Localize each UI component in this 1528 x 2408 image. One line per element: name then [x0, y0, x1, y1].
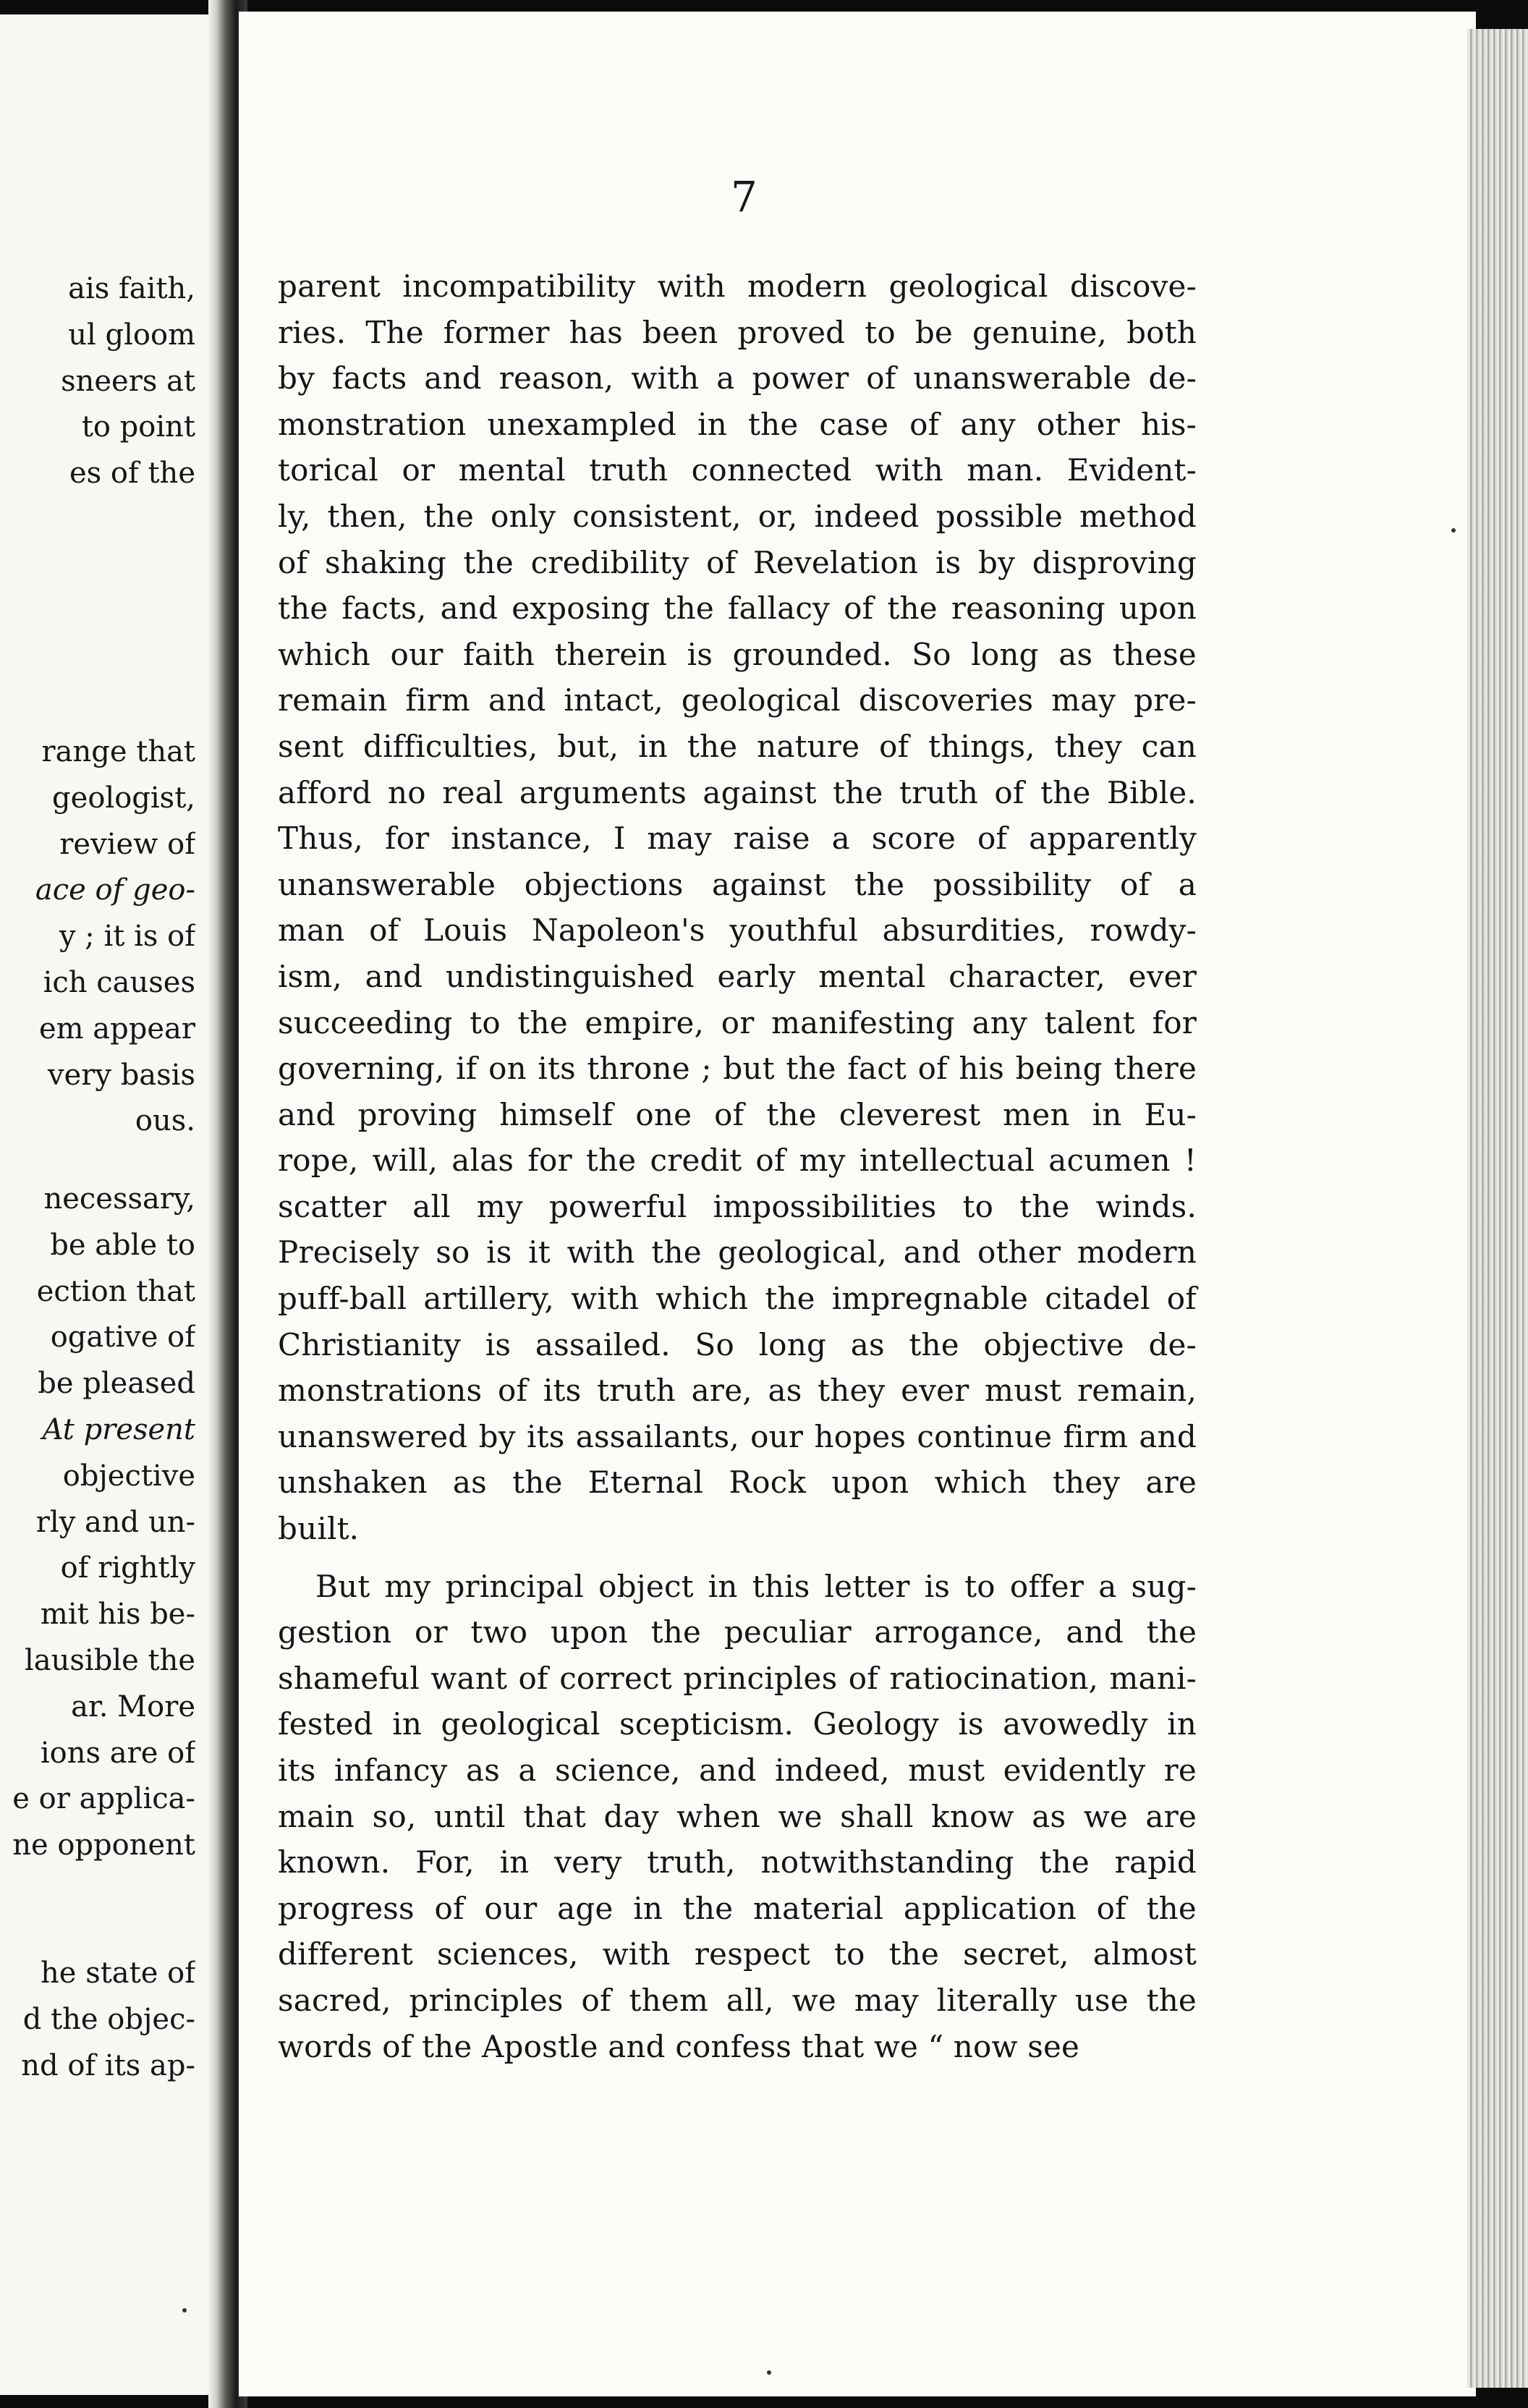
left-line: review of [59, 827, 195, 861]
text-line: gestion or two upon the peculiar arrogance, and the [278, 1614, 1197, 1650]
left-line: ous. [135, 1104, 195, 1138]
page-number: 7 [731, 172, 757, 221]
left-line: of rightly [60, 1551, 195, 1585]
text-line: ries. The former has been proved to be genuine, both [278, 314, 1197, 350]
text-line: built. [278, 1511, 360, 1547]
left-line: very basis [47, 1058, 195, 1092]
text-line: words of the Apostle and confess that we “ now see [278, 2028, 1080, 2064]
text-line: which our faith therein is grounded. So long as these [278, 636, 1197, 672]
left-line: necessary, [43, 1182, 195, 1216]
left-line: rly and un- [35, 1505, 195, 1539]
text-line: unshaken as the Eternal Rock upon which they are [278, 1464, 1197, 1501]
text-line: unanswerable objections against the possibility of a [278, 866, 1197, 902]
text-line: puff-ball artillery, with which the impregnable citadel of [278, 1281, 1197, 1317]
left-line: be pleased [38, 1367, 195, 1401]
left-fragment-block-4 [0, 1951, 195, 2089]
paragraph-1 [278, 263, 1197, 1552]
text-line: progress of our age in the material application of the [278, 1890, 1197, 1926]
left-line: objective [62, 1459, 195, 1493]
text-line: and proving himself one of the cleverest men in Eu- [278, 1096, 1197, 1132]
left-fragment-block-2 [0, 729, 195, 1145]
left-line: d the objec- [22, 2002, 195, 2036]
left-line: ogative of [50, 1320, 195, 1354]
left-line: e or applica- [12, 1782, 195, 1816]
text-line: different sciences, with respect to the secret, almost [278, 1936, 1197, 1972]
text-line: man of Louis Napoleon's youthful absurdities, rowdy- [278, 912, 1197, 949]
text-line: sacred, principles of them all, we may literally use the [278, 1982, 1197, 2018]
text-line: known. For, in very truth, notwithstanding the rapid [278, 1844, 1197, 1881]
left-line: range that [41, 735, 195, 768]
text-line: parent incompatibility with modern geological discove- [278, 268, 1197, 304]
text-line: sent difficulties, but, in the nature of things, they can [278, 728, 1197, 764]
print-speck [767, 2370, 771, 2375]
left-fragment-block-1 [0, 266, 195, 497]
left-line: nd of its ap- [21, 2048, 195, 2082]
left-line: ar. More [71, 1690, 195, 1724]
text-line: monstration unexampled in the case of any other his- [278, 406, 1197, 442]
left-line: geologist, [52, 781, 195, 815]
left-line: mit his be- [40, 1598, 195, 1632]
text-line: its infancy as a science, and indeed, must evidently re [278, 1752, 1197, 1788]
left-line: ne opponent [12, 1828, 195, 1862]
left-line: ace of geo- [35, 873, 195, 907]
text-line: ism, and undistinguished early mental character, ever [278, 958, 1197, 994]
text-line: But my principal object in this letter is to offer a sug- [315, 1568, 1197, 1604]
left-line: to point [81, 410, 195, 444]
text-line: governing, if on its throne ; but the fact of his being there [278, 1051, 1197, 1087]
text-line: unanswered by its assailants, our hopes continue firm and [278, 1418, 1197, 1454]
text-line: fested in geological scepticism. Geology is avowedly in [278, 1706, 1197, 1742]
page-edges [1467, 29, 1528, 2388]
text-line: main so, until that day when we shall know as we are [278, 1798, 1197, 1834]
paragraph-gap [278, 1552, 1197, 1564]
text-line: remain firm and intact, geological discoveries may pre- [278, 682, 1197, 718]
text-line: succeeding to the empire, or manifesting any talent for [278, 1004, 1197, 1040]
body-text [278, 263, 1197, 2069]
text-line: shameful want of correct principles of ratiocination, mani- [278, 1660, 1197, 1696]
print-speck [1451, 528, 1456, 533]
left-line: ich causes [43, 965, 195, 999]
left-line: sneers at [61, 364, 195, 398]
text-line: rope, will, alas for the credit of my intellectual acumen ! [278, 1142, 1197, 1179]
left-line: he state of [41, 1956, 195, 1990]
text-line: torical or mental truth connected with man. Evident- [278, 452, 1197, 488]
text-line: by facts and reason, with a power of unanswerable de- [278, 360, 1197, 397]
left-line: ul gloom [68, 318, 195, 352]
text-line: Christianity is assailed. So long as the objective de- [278, 1326, 1197, 1362]
left-line: be able to [50, 1228, 195, 1262]
text-line: the facts, and exposing the fallacy of the reasoning upon [278, 590, 1197, 627]
text-line: Thus, for instance, I may raise a score of apparently [278, 821, 1197, 857]
left-line: At present [42, 1412, 195, 1446]
left-line: em appear [38, 1012, 195, 1046]
print-speck [182, 2308, 187, 2312]
text-line: Precisely so is it with the geological, and other modern [278, 1234, 1197, 1271]
left-line: ions are of [40, 1736, 195, 1770]
text-line: ly, then, the only consistent, or, indeed possible method [278, 498, 1197, 534]
facing-page-fragment [0, 14, 217, 2395]
text-line: scatter all my powerful impossibilities to the winds. [278, 1188, 1197, 1224]
left-line: ais faith, [68, 272, 195, 305]
text-line: of shaking the credibility of Revelation is by disproving [278, 544, 1197, 580]
left-fragment-block-3 [0, 1177, 195, 1869]
left-line: ection that [36, 1274, 195, 1308]
paragraph-2 [278, 1564, 1197, 2070]
text-line: afford no real arguments against the truth of the Bible. [278, 774, 1197, 810]
left-line: y ; it is of [59, 920, 195, 954]
left-line: lausible the [24, 1643, 195, 1677]
text-line: monstrations of its truth are, as they ever must remain, [278, 1373, 1197, 1409]
left-line: es of the [69, 457, 195, 491]
